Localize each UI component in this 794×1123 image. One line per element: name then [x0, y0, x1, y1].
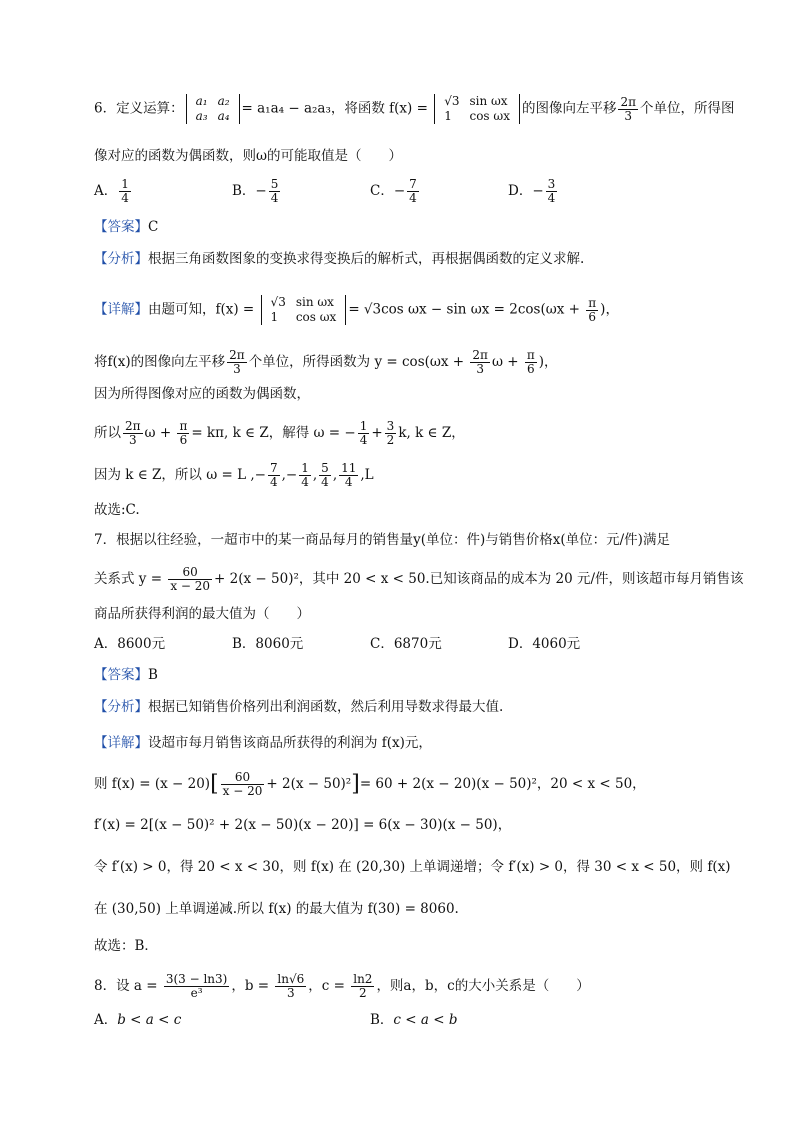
- q6-detail-line4: 所以 $\frac{2\pi}{3}$ ω + $\frac{\pi}{6}$ = kπ, k ∈ Z，解得 ω = − $\frac{1}{4}$ + $\frac{3}{2}$ k, k ∈ Z，: [94, 419, 465, 447]
- q7-stem-line3: 商品所获得利润的最大值为（ ）: [94, 606, 310, 622]
- q7-stem-line1: 7．根据以往经验，一超市中的某一商品每月的销售量y(单位：件)与销售价格x(单位：元/件)满足: [94, 532, 670, 548]
- q8-stem: 8．设 a = $\frac{3(3 - \ln 3)}{\text{e³}}$ ，b = $\frac{\ln√6}{3}$ ，c = $\frac{\ln 2}{2}$ ，则a，b，c的大小关系是（ ）: [94, 972, 590, 1000]
- q6-determinant-definition: a₁ a₂ a₃ a₄: [186, 94, 240, 124]
- q6-tail: 个单位，所得图: [640, 100, 735, 117]
- q7-option-a: A．8600元: [94, 636, 166, 652]
- q8-option-b: B．c < a < b: [370, 1012, 458, 1028]
- q6-intro: 6．定义运算：: [94, 100, 184, 117]
- q7-option-b: B．8060元: [232, 636, 304, 652]
- q7-option-d: D．4060元: [508, 636, 581, 652]
- q6-option-c: C．− $\frac{7}{4}$: [370, 177, 417, 205]
- q7-analysis: 【分析】根据已知销售价格列出利润函数，然后利用导数求得最大值.: [94, 699, 504, 715]
- q6-detail-line2: 将f(x)的图像向左平移 $\frac{2\pi}{3}$ 个单位，所得函数为 y = cos(ωx + $\frac{2\pi}{3}$ ω + $\frac{\pi}{6}$ )，: [94, 348, 558, 376]
- q6-detail-line5: 因为 k ∈ Z，所以 ω = L ,− $\frac{7}{4}$ ,− $\frac{1}{4}$ , $\frac{5}{4}$ , $\frac{11}{4}$ ,L: [94, 461, 374, 489]
- q6-option-d: D．− $\frac{3}{4}$: [508, 177, 556, 205]
- q6-conclusion: 故选:C.: [94, 502, 140, 518]
- q6-stem-line2: 像对应的函数为偶函数，则ω的可能取值是（ ）: [94, 148, 403, 164]
- q8-option-a: A．b < a < c: [94, 1012, 182, 1028]
- q7-stem-line2: 关系式 y = $\frac{60}{x - 20}$ + 2(x − 50)²，其中 20 < x < 50.已知该商品的成本为 20 元/件，则该超市每月销售该: [94, 565, 744, 593]
- q6-definition-rhs: = a₁a₄ − a₂a₃，将函数 f(x) =: [241, 100, 433, 117]
- q7-option-c: C．6870元: [370, 636, 442, 652]
- q7-detail-line1: 【详解】设超市每月销售该商品所获得的利润为 f(x)元，: [94, 735, 432, 751]
- q6-analysis: 【分析】根据三角函数图象的变换求得变换后的解析式，再根据偶函数的定义求解.: [94, 251, 585, 267]
- q7-detail-line2: 则 f(x) = (x − 20)[ $\frac{60}{x - 20}$ + 2(x − 50)²]= 60 + 2(x − 20)(x − 50)²，20 < x < 50，: [94, 770, 646, 798]
- q7-detail-line5: 在 (30,50) 上单调递减.所以 f(x) 的最大值为 f(30) = 8060.: [94, 901, 459, 917]
- q6-stem-line1: [94, 94, 735, 124]
- q6-option-a: A． $\frac{1}{4}$: [94, 177, 129, 205]
- q7-detail-line4: 令 f′(x) > 0，得 20 < x < 30，则 f(x) 在 (20,30) 上单调递增；令 f′(x) > 0，得 30 < x < 50，则 f(x): [94, 859, 731, 875]
- q6-detail-line1: 【详解】由题可知，f(x) = √3 sin ωx 1 cos ωx = √3cos ωx − sin ωx = 2cos(ωx + $\frac{\pi}{6}$ )，: [94, 295, 619, 324]
- q6-shift-fraction: $\frac{2\pi}{3}$: [620, 94, 636, 123]
- q6-detail-line3: 因为所得图像对应的函数为偶函数，: [94, 386, 310, 402]
- q6-function-determinant: √3 sin ωx 1 cos ωx: [434, 94, 520, 124]
- q7-answer: 【答案】B: [94, 667, 158, 683]
- q6-answer: 【答案】C: [94, 219, 159, 235]
- q7-detail-line3: f′(x) = 2[(x − 50)² + 2(x − 50)(x − 20)] = 6(x − 30)(x − 50)，: [94, 817, 512, 833]
- q6-after-det: 的图像向左平移: [521, 100, 617, 117]
- q7-conclusion: 故选：B．: [94, 938, 158, 954]
- q6-option-b: B．− $\frac{5}{4}$: [232, 177, 279, 205]
